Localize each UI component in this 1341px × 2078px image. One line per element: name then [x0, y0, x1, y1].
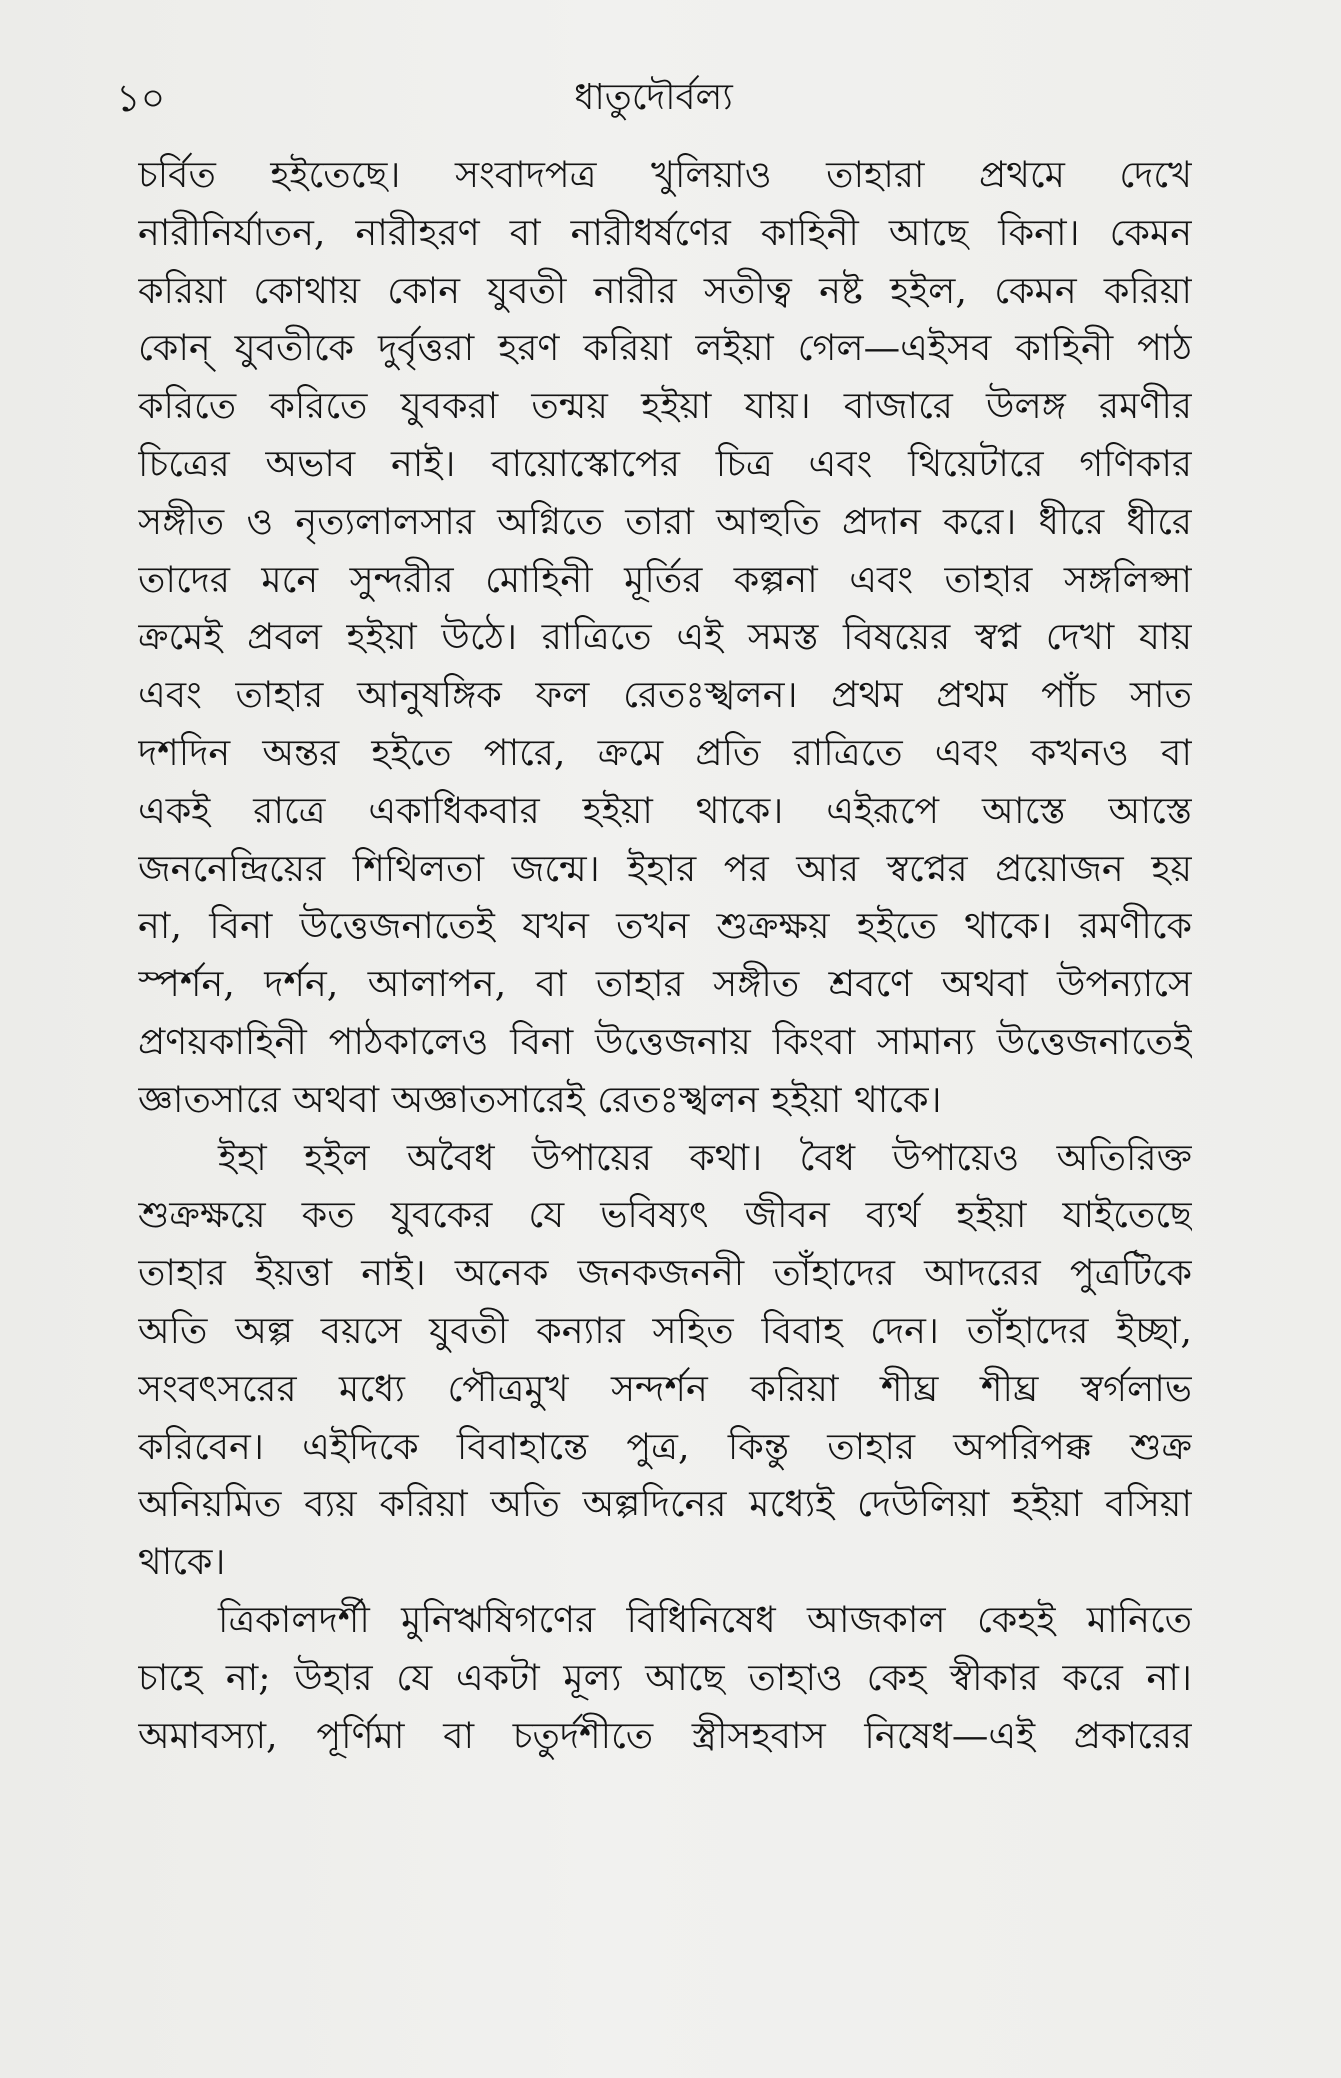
running-title: ধাতুদৌর্বল্য [574, 77, 733, 118]
text-line: চর্বিত হইতেছে। সংবাদপত্র খুলিয়াও তাহারা প্রথমে দেখে [138, 153, 1192, 196]
text-line: স্পর্শন, দর্শন, আলাপন, বা তাহার সঙ্গীত শ্রবণে অথবা উপন্যাসে [138, 962, 1192, 1006]
body-text [138, 146, 1192, 1764]
page-number: ১০ [116, 76, 166, 120]
text-line: একই রাত্রে একাধিকবার হইয়া থাকে। এইরূপে আস্তে আস্তে [138, 788, 1192, 832]
text-line: শুক্রক্ষয়ে কত যুবকের যে ভবিষ্যৎ জীবন ব্যর্থ হইয়া যাইতেছে [138, 1193, 1192, 1237]
text-line: না, বিনা উত্তেজনাতেই যখন তখন শুক্রক্ষয় হইতে থাকে। রমণীকে [138, 904, 1192, 948]
text-line: সঙ্গীত ও নৃত্যলালসার অগ্নিতে তারা আহুতি প্রদান করে। ধীরে ধীরে [138, 499, 1192, 543]
text-line: অনিয়মিত ব্যয় করিয়া অতি অল্পদিনের মধ্যেই দেউলিয়া হইয়া বসিয়া [138, 1482, 1192, 1526]
text-line: এবং তাহার আনুষঙ্গিক ফল রেতঃস্খলন। প্রথম প্রথম পাঁচ সাত [138, 673, 1192, 717]
text-line: সংবৎসরের মধ্যে পৌত্রমুখ সন্দর্শন করিয়া শীঘ্র শীঘ্র স্বর্গলাভ [138, 1366, 1192, 1410]
text-line: চিত্রের অভাব নাই। বায়োস্কোপের চিত্র এবং থিয়েটারে গণিকার [138, 441, 1192, 485]
text-line: ক্রমেই প্রবল হইয়া উঠে। রাত্রিতে এই সমস্ত বিষয়ের স্বপ্ন দেখা যায় [138, 615, 1192, 659]
paragraph-end-line: জ্ঞাতসারে অথবা অজ্ঞাতসারেই রেতঃস্খলন হইয়া থাকে। [138, 1077, 942, 1121]
text-line: দশদিন অন্তর হইতে পারে, ক্রমে প্রতি রাত্রিতে এবং কখনও বা [138, 730, 1192, 774]
paragraph-start-line: ইহা হইল অবৈধ উপায়ের কথা। বৈধ উপায়েও অতিরিক্ত [218, 1135, 1192, 1179]
text-line: নারীনির্যাতন, নারীহরণ বা নারীধর্ষণের কাহিনী আছে কিনা। কেমন [138, 210, 1192, 254]
text-line: অতি অল্প বয়সে যুবতী কন্যার সহিত বিবাহ দেন। তাঁহাদের ইচ্ছা, [138, 1308, 1192, 1352]
text-line: করিবেন। এইদিকে বিবাহান্তে পুত্র, কিন্তু তাহার অপরিপক্ক শুক্র [138, 1424, 1192, 1468]
text-line: তাদের মনে সুন্দরীর মোহিনী মূর্তির কল্পনা এবং তাহার সঙ্গলিপ্সা [138, 557, 1192, 601]
text-line: করিতে করিতে যুবকরা তন্ময় হইয়া যায়। বাজারে উলঙ্গ রমণীর [138, 384, 1192, 428]
text-line: অমাবস্যা, পূর্ণিমা বা চতুর্দশীতে স্ত্রীসহবাস নিষেধ—এই প্রকারের [138, 1713, 1192, 1757]
text-line: তাহার ইয়ত্তা নাই। অনেক জনকজননী তাঁহাদের আদরের পুত্রটিকে [138, 1251, 1192, 1295]
text-line: চাহে না; উহার যে একটা মূল্য আছে তাহাও কেহ স্বীকার করে না। [138, 1655, 1192, 1699]
text-line: কোন্ যুবতীকে দুর্বৃত্তরা হরণ করিয়া লইয়া গেল—এইসব কাহিনী পাঠ [138, 326, 1192, 370]
paragraph-end-line: থাকে। [138, 1540, 226, 1584]
paragraph-start-line: ত্রিকালদর্শী মুনিঋষিগণের বিধিনিষেধ আজকাল কেহই মানিতে [218, 1597, 1192, 1641]
text-line: প্রণয়কাহিনী পাঠকালেও বিনা উত্তেজনায় কিংবা সামান্য উত্তেজনাতেই [138, 1019, 1192, 1063]
page-header [116, 68, 1191, 128]
text-line: করিয়া কোথায় কোন যুবতী নারীর সতীত্ব নষ্ট হইল, কেমন করিয়া [138, 268, 1192, 312]
text-line: জননেন্দ্রিয়ের শিথিলতা জন্মে। ইহার পর আর স্বপ্নের প্রয়োজন হয় [138, 846, 1192, 890]
